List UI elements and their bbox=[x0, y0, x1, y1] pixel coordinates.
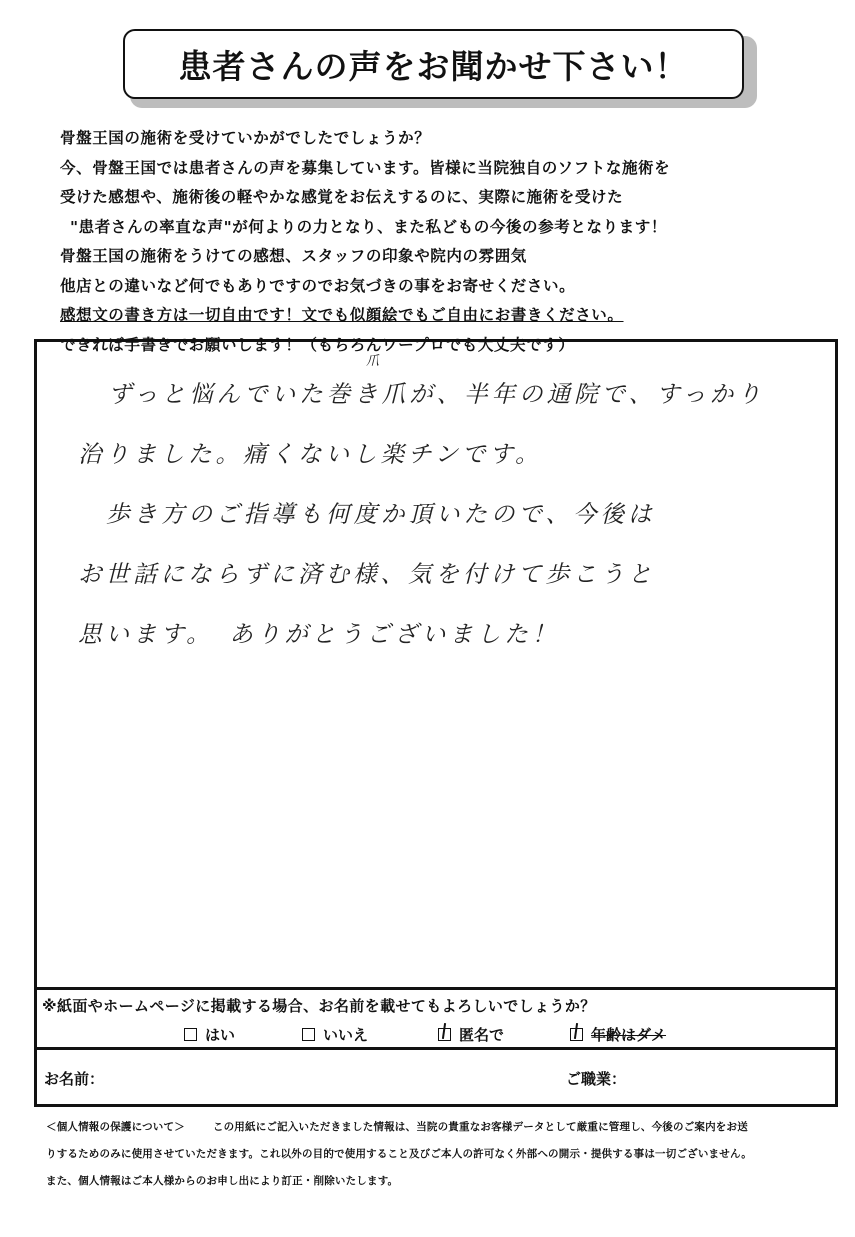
option-label: はい bbox=[205, 1026, 236, 1044]
handwriting-line: 思います。 ありがとうございました！ bbox=[78, 620, 560, 648]
option-label: いいえ bbox=[323, 1026, 369, 1044]
checkbox-checked[interactable] bbox=[438, 1028, 451, 1041]
privacy-text: また、個人情報はご本人様からのお申し出により訂正・削除いたします。 bbox=[46, 1175, 399, 1187]
intro-line: "患者さんの率直な声"が何よりの力となり、また私どもの今後の参考となります！ bbox=[70, 217, 667, 236]
occupation-field-label: ご職業： bbox=[566, 1070, 627, 1088]
privacy-notice bbox=[46, 1114, 836, 1195]
option-yes[interactable] bbox=[184, 1024, 235, 1045]
page-title: 患者さんの声をお聞かせ下さい！ bbox=[178, 46, 689, 86]
intro-line: できれば手書きでお願いします！（もちろんワープロでも大丈夫です） bbox=[60, 335, 575, 354]
handwriting-line: 治りました。痛くないし楽チンです。 bbox=[78, 440, 543, 468]
intro-line: 今、骨盤王国では患者さんの声を募集しています。皆様に当院独自のソフトな施術を bbox=[60, 158, 671, 177]
checkbox-checked[interactable] bbox=[570, 1028, 583, 1041]
intro-line: 骨盤王国の施術をうけての感想、スタッフの印象や院内の雰囲気 bbox=[60, 247, 527, 265]
privacy-text: りするためのみに使用させていただきます。これ以外の目的で使用すること及びご本人の許可なく外部への開示・提供する事は一切ございません。 bbox=[46, 1148, 752, 1160]
intro-line: 受けた感想や、施術後の軽やかな感覚をお伝えするのに、実際に施術を受けた bbox=[60, 188, 624, 206]
handwritten-comment bbox=[78, 354, 818, 664]
handwriting-line: 歩き方のご指導も何度か頂いたので、今後は bbox=[106, 500, 656, 528]
option-label: 匿名で bbox=[459, 1026, 505, 1044]
privacy-text: この用紙にご記入いただきました情報は、当院の貴重なお客様データとして厳重に管理し、今後のご案内をお送 bbox=[212, 1121, 748, 1133]
option-no-age[interactable] bbox=[570, 1024, 666, 1045]
consent-question: ※紙面やホームページに掲載する場合、お名前を載せてもよろしいでしょうか？ bbox=[42, 997, 596, 1015]
intro-text bbox=[60, 124, 820, 360]
intro-line: 骨盤王国の施術を受けていかがでしたでしょうか？ bbox=[60, 129, 431, 147]
intro-line: 他店との違いなど何でもありですのでお気づきの事をお寄せください。 bbox=[60, 276, 576, 295]
checkbox[interactable] bbox=[184, 1028, 197, 1041]
title-box bbox=[123, 29, 744, 99]
option-anonymous[interactable] bbox=[438, 1024, 504, 1045]
handwriting-annotation: 爪 bbox=[366, 354, 384, 369]
checkbox[interactable] bbox=[302, 1028, 315, 1041]
name-field-label: お名前： bbox=[44, 1070, 105, 1088]
consent-section bbox=[34, 987, 838, 1050]
handwriting-line: お世話にならずに済む様、気を付けて歩こうと bbox=[78, 560, 656, 588]
intro-line-underlined: 感想文の書き方は一切自由です！文でも似顔絵でもご自由にお書きください。 bbox=[60, 306, 624, 324]
option-no[interactable] bbox=[302, 1024, 368, 1045]
handwriting-line: ずっと悩んでいた巻き爪が、半年の通院で、すっかり bbox=[108, 380, 765, 408]
privacy-heading: ＜個人情報の保護について＞ bbox=[46, 1121, 185, 1133]
option-label: 年齢はダメ bbox=[591, 1026, 667, 1044]
